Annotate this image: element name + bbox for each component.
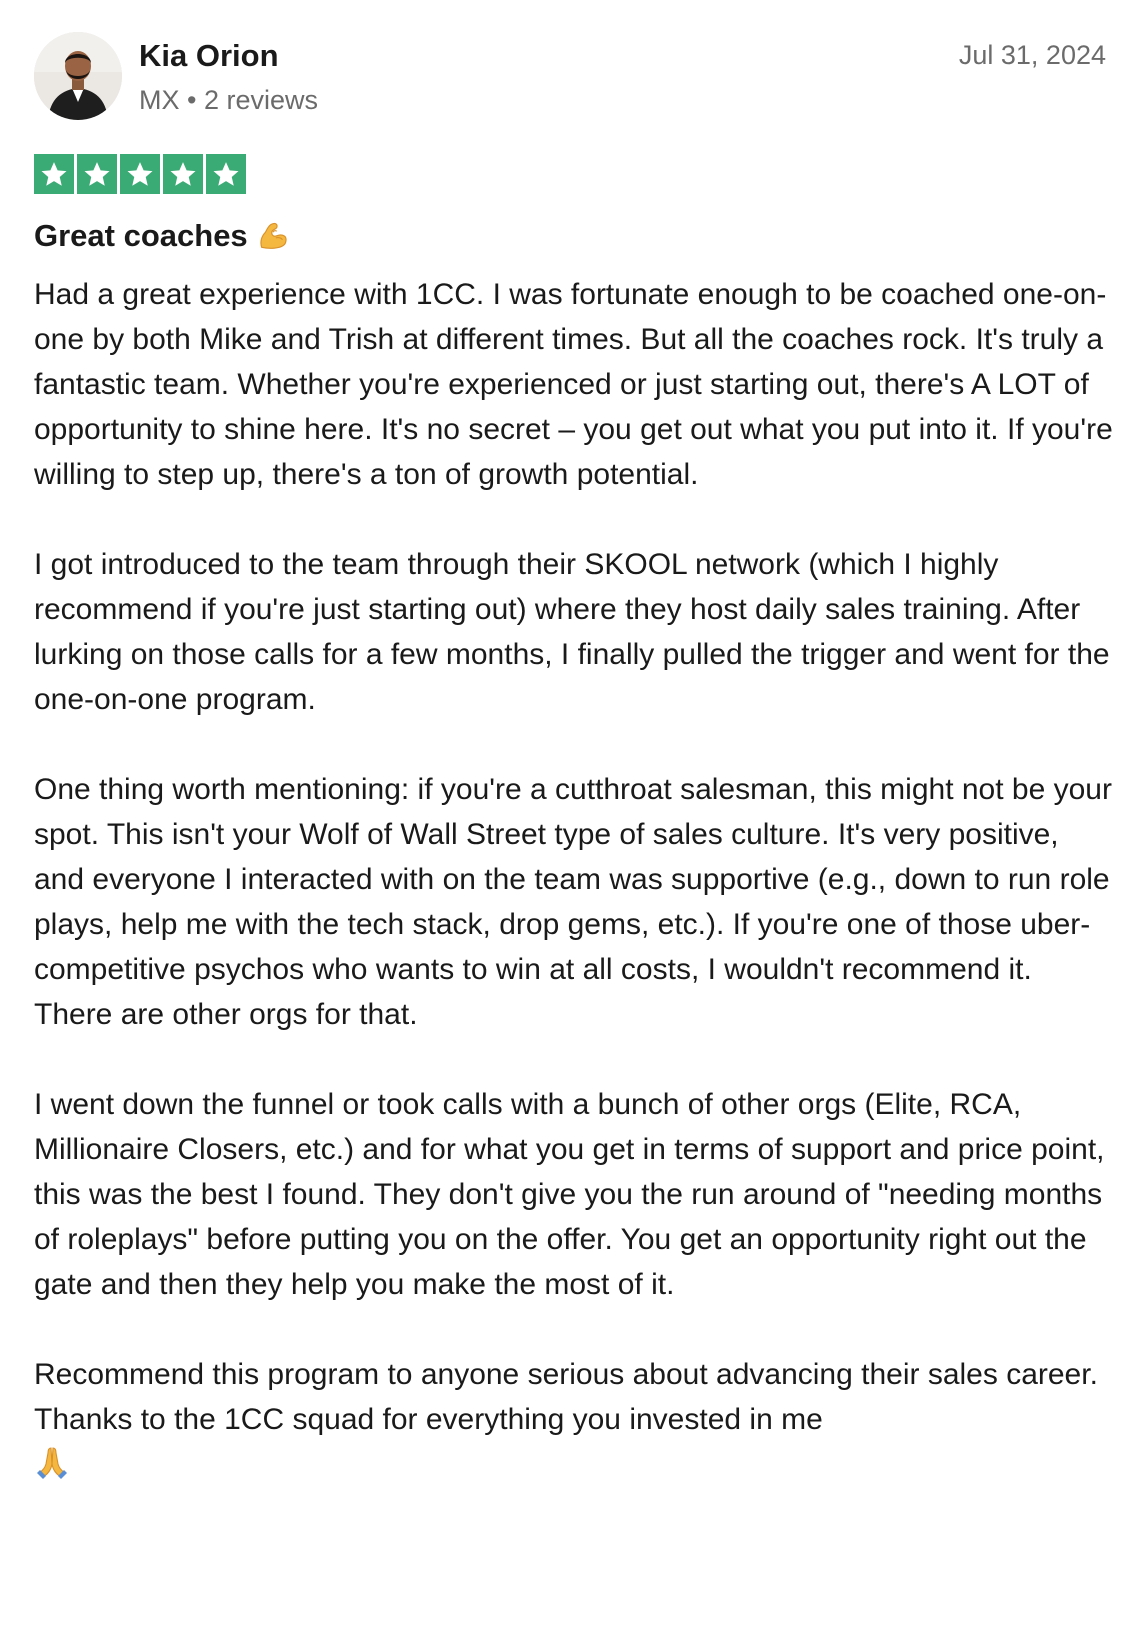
meta-separator: •: [187, 85, 197, 115]
reviewer-meta: [139, 85, 318, 116]
review-title-text: Great coaches: [34, 218, 248, 253]
flexed-biceps-icon: [256, 219, 290, 253]
reviewer-name[interactable]: Kia Orion: [139, 38, 279, 73]
star-rating: [34, 154, 246, 194]
review-title[interactable]: [34, 218, 290, 254]
reviewer-review-count[interactable]: 2 reviews: [203, 85, 319, 115]
review-header: [34, 32, 1106, 122]
review-paragraph: Had a great experience with 1CC. I was fortunate enough to be coached one-on-one by both Mike and Trish at different times. But all the coaches rock. It's truly a fantastic team. Whether you're experienced or just starting out, there's A LOT of opportunity to shine here. It's no secret – you get out what you put into it. If you're willing to step up, there's a ton of growth potential.: [34, 278, 1113, 491]
review-date: Jul 31, 2024: [958, 40, 1106, 70]
review-paragraph: I got introduced to the team through their SKOOL network (which I highly recommend if you're just starting out) where they host daily sales training. After lurking on those calls for a few months, I finally pulled the trigger and went for the one-on-one program.: [34, 548, 1110, 716]
star-icon: [206, 154, 246, 194]
review-paragraph: One thing worth mentioning: if you're a cutthroat salesman, this might not be your spot. This isn't your Wolf of Wall Street type of sales culture. It's very positive, and everyone I interacted with on the team was supportive (e.g., down to run role plays, help me with the tech stack, drop gems, etc.). If you're one of those uber-competitive psychos who wants to win at all costs, I wouldn't recommend it. There are other orgs for that.: [34, 773, 1112, 1031]
star-icon: [163, 154, 203, 194]
review-paragraph-last: [34, 1352, 1114, 1480]
avatar[interactable]: [34, 32, 122, 120]
review-paragraph: I went down the funnel or took calls with a bunch of other orgs (Elite, RCA, Millionaire Closers, etc.) and for what you get in terms of support and price point, this was the best I found. They don't give you the run around of "needing months of roleplays" before putting you on the offer. You get an opportunity right out the gate and then they help you make the most of it.: [34, 1088, 1105, 1301]
review-paragraph-text: Recommend this program to anyone serious about advancing their sales career. Thanks to the 1CC squad for everything you invested in me: [34, 1358, 1098, 1436]
review-body: [34, 272, 1114, 1480]
star-icon: [34, 154, 74, 194]
folded-hands-icon: [34, 1444, 1114, 1480]
avatar-photo: [34, 32, 122, 120]
reviewer-country: MX: [139, 85, 180, 115]
star-icon: [77, 154, 117, 194]
star-icon: [120, 154, 160, 194]
